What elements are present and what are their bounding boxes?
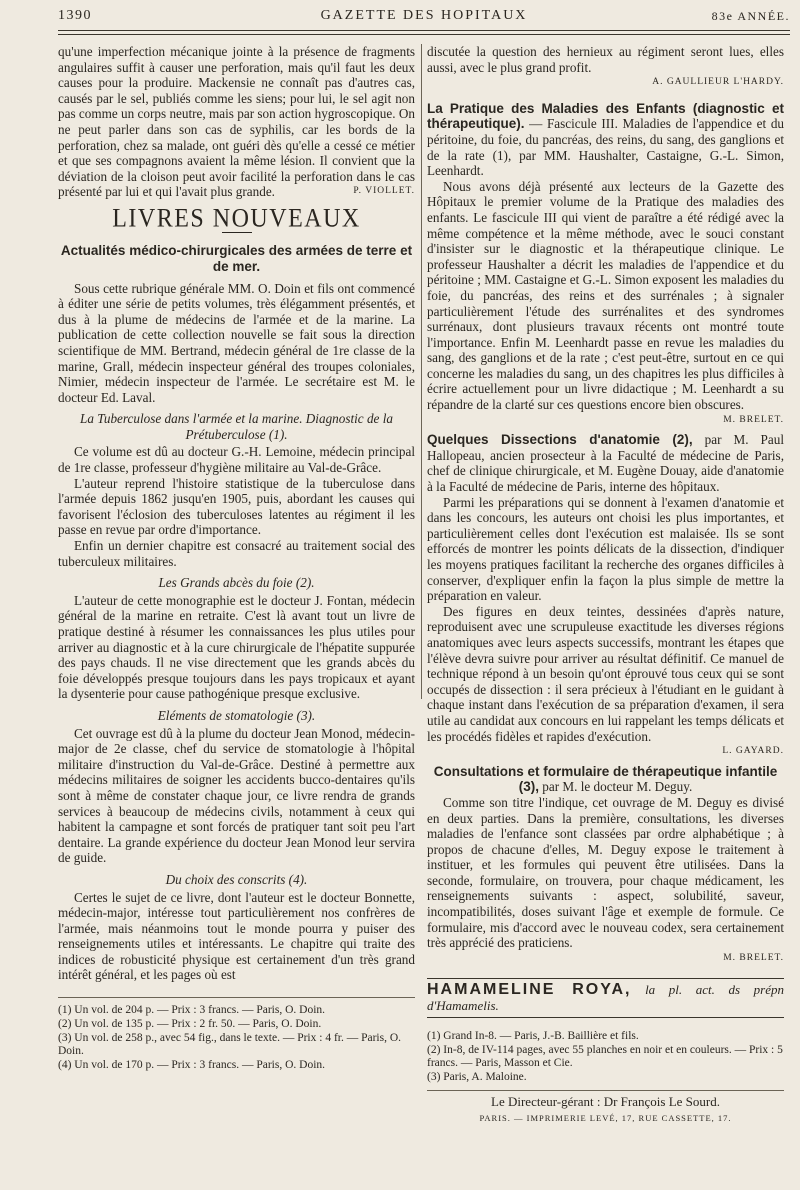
left-intro-paragraph: qu'une imperfection mécanique jointe à la présence de fragments angulaires suffit à causer une perforation, mais qu'il faut les deux causes pour la produire. Mackensie ne connaît pas d'autres cas, causés par le sel, publiés comme les siens; pour lui, le sel agit non pas comme un corps neutre, mais par son action hygroscopique. On ne peut parler dans son cas de syphilis, car les bords de la perforation, chez sa malade, ont guéri dès qu'elle a cessé ce métier et que ses compagnons avaient la même lésion. Il convient que la déviation de la cloison peut avoir facilité la perforation dans le cas présenté par lui et qui l'avait plus grande. P. VIOLLET. xyxy=(58,44,415,200)
left-intro-signature: P. VIOLLET. xyxy=(353,186,415,197)
tuberculose-paragraph-2: L'auteur reprend l'histoire statistique de la tuberculose dans l'armée depuis 1862 jusqu'en 1905, puis, abordant les causes qui favorisent l'éclosion des tuberculoses latentes au régiment il les passe en revue par ordre d'importance. xyxy=(58,475,415,538)
consultations-signature: M. BRELET. xyxy=(723,952,784,963)
footnote: (1) Un vol. de 204 p. — Prix : 3 francs. — Paris, O. Doin. xyxy=(58,1004,326,1017)
right-column xyxy=(427,44,784,1127)
section-title: LIVRES NOUVEAUX xyxy=(112,204,361,234)
consultations-paragraph: Comme son titre l'indique, cet ouvrage de M. Deguy es divisé en deux parties. Dans la première, consultations, les diverses maladies de l'enfance sont classées par ordre alphabétique ; à propos de chacune d'elles, M. Deguy expose le traitement à instituer, et les formules qui peuvent être utilisées. Dans la seconde, formulaire, on trouvera, pour chaque médicament, les renseignements suivants : aspect, solubilité, saveur, incompatibilités, doses suivant l'âge et exemple de formule. Ce formulaire, mis d'accord avec le nouveau codex, sera certainement très apprécié des praticiens. xyxy=(427,794,784,951)
conscrits-paragraph: Certes le sujet de ce livre, dont l'auteur est le docteur Bonnette, médecin-major, intéresse tout particulièrement nos confrères de l'armée, mais néanmoins tout le monde pourra y puiser des renseignements utiles et intéressants. Le chapitre qui traite des indices de robusticité physique est certainement d'un très grand intérêt général, et les pages où est xyxy=(58,889,415,983)
footnote: (2) In-8, de IV-114 pages, avec 55 planches en noir et en couleurs. — Prix : 5 francs. — Paris, Masson et Cie. xyxy=(427,1043,783,1069)
column-divider xyxy=(421,44,422,699)
dissections-paragraph-2: Des figures en deux teintes, dessinées d'après nature, reproduisent avec une scrupuleuse exactitude les diverses régions anatomiques avec leurs aspects successifs, montrant les étapes que l'élève devra suivre pour arriver au résultat définitif. Ce manuel de technique répond à un besoin qu'ont éprouvé tous ceux qui se sont occupés de dissection : il sera précieux à l'étudiant en le guidant à chaque instant dans l'exécution de sa préparation d'examen, il sera utile au candidat aux concours en lui rappelant les temps délicats et les procédés fidèles et rapides d'exécution. xyxy=(427,603,784,744)
ad-brand: HAMAMELINE ROYA, xyxy=(427,981,632,999)
footnote: (3) Un vol. de 258 p., avec 54 fig., dans le texte. — Prix : 4 fr. — Paris, O. Doin. xyxy=(58,1032,402,1058)
page-number: 1390 xyxy=(58,8,92,23)
left-column xyxy=(58,44,415,1073)
header-rule-top xyxy=(58,30,790,31)
book-title-consultations: Consultations et formulaire de thérapeutique infantile (3), xyxy=(433,763,778,795)
maladies-enfants-paragraph: Nous avons déjà présenté aux lecteurs de la Gazette des Hôpitaux le premier volume de la Pratique des maladies des enfants. Le fascicule III qui vient de paraître a été rédigé avec la même compétence et la même méthode, avec le souci constant d'insister sur le diagnostic et la thérapeutique clinique. Le professeur Haushalter a décrit les maladies de l'appendice et du péritoine ; MM. Castaigne et G.-L. Simon exposent les maladies du foie, du pancréas, des reins et des surrénales ; à signaler particulièrement l'étude des surrénalites et des syndromes surrénaux, dont plusieurs travaux récents ont montré toute l'importance. Enfin M. Leenhardt passe en revue les maladies du sang, des ganglions et de la rate ; c'est peut-être, surtout en ce qui concerne les maladies du sang, un des chapitres les plus difficiles à écrire actuellement pour un livre didactique ; M. Leenhardt a su répandre de la clarté sur ces questions encore bien obscures. xyxy=(427,178,784,413)
footnote: (4) Un vol. de 170 p. — Prix : 3 francs. — Paris, O. Doin. xyxy=(58,1059,326,1072)
stomatologie-paragraph: Cet ouvrage est dû à la plume du docteur Jean Monod, médecin-major de 2e classe, chef du service de stomatologie à l'hôpital militaire d'instruction du Val-de-Grâce. Destiné à permettre aux médecins militaires de soigner les accidents bucco-dentaires qu'ils sont à même de constater chaque jour, ce livre rendra de grands services à beaucoup de médecins civils, notamment à ceux qui habitent la campagne et sont forcés de pratiquer tant soit peu l'art dentaire. La grande expérience du docteur Jean Monod leur servira de guide. xyxy=(58,725,415,866)
book-title-tuberculose: La Tuberculose dans l'armée et la marine. Diagnostic de la Prétuberculose (1). xyxy=(80,411,393,442)
hamameline-advertisement xyxy=(427,978,784,1017)
footnote: (2) Un vol. de 135 p. — Prix : 2 fr. 50. — Paris, O. Doin. xyxy=(58,1018,322,1031)
book-title-dissections: Quelques Dissections d'anatomie (2), xyxy=(427,432,693,448)
printer-line: PARIS. — IMPRIMERIE LEVÉ, 17, RUE CASSETTE, 17. xyxy=(479,1113,732,1124)
journal-title: GAZETTE DES HOPITAUX xyxy=(320,8,528,23)
book-subtitle-consultations: par M. le docteur M. Deguy. xyxy=(542,779,693,795)
dissections-signature: L. GAYARD. xyxy=(722,746,784,757)
subsection-title: Actualités médico-chirurgicales des armées de terre et de mer. xyxy=(60,242,413,274)
book-entry-maladies-enfants xyxy=(427,101,784,179)
book-subtitle-dissections: par M. Paul Hallopeau, ancien prosecteur à la Faculté de médecine de Paris, chef de clinique chirurgicale, et M. Eugène Douay, aide d'anatomie à la Faculté de médecine de Paris, interne des hôpitaux. xyxy=(427,432,784,495)
book-title-conscrits: Du choix des conscrits (4). xyxy=(165,871,308,887)
year-label: 83e ANNÉE. xyxy=(711,9,790,23)
director-line: Le Directeur-gérant : Dr François Le Sourd. xyxy=(427,1090,784,1110)
footnote: (1) Grand In-8. — Paris, J.-B. Baillière et fils. xyxy=(427,1029,639,1042)
dissections-paragraph-1: Parmi les préparations qui se donnent à l'examen d'anatomie et dans les concours, les auteurs ont choisi les plus importantes, et particulièrement celles dont l'exécution est malaisée. Ils se sont efforcés de montrer les points délicats de la dissection, d'indiquer les moyens pratiques facilitant la recherche des organes difficiles à conserver, d'expliquer enfin la façon la plus simple de mettre la préparation en valeur. xyxy=(427,494,784,604)
book-subtitle-maladies-enfants: — Fascicule III. Maladies de l'appendice et du péritoine, du foie, du pancréas, des reins, du sang, des ganglions et de la rate (1), par MM. Haushalter, Castaigne, G.-L. Simon, Leenhardt. xyxy=(427,116,785,179)
page-header xyxy=(58,6,790,28)
right-intro-paragraph: discutée la question des hernieux au régiment seront lues, elles aussi, avec le plus grand profit. xyxy=(427,44,784,75)
footnote: (3) Paris, A. Maloine. xyxy=(427,1070,527,1083)
right-footnotes xyxy=(427,1024,784,1084)
maladies-enfants-signature: M. BRELET. xyxy=(723,414,784,425)
left-footnotes xyxy=(58,997,415,1072)
abces-paragraph: L'auteur de cette monographie est le docteur J. Fontan, médecin général de la marine en retraite. C'est là avant tout un livre de pratique destiné à résumer les connaissances les plus utiles pour arriver au diagnostic et à la cure chirurgicale de l'hépatite suppurée des pays chauds. Il ne vise directement que les grands abcès du foie développés presque toujours dans les pays tropicaux et ayant la dysenterie pour cause pathogénique presque exclusive. xyxy=(58,592,415,702)
book-title-stomatologie: Eléments de stomatologie (3). xyxy=(157,707,316,723)
right-intro-signature: A. GAULLIEUR L'HARDY. xyxy=(652,77,784,88)
ad-tagline: la pl. act. ds prépn d'Hamamelis. xyxy=(427,982,784,1014)
book-title-abces: Les Grands abcès du foie (2). xyxy=(158,575,315,591)
book-title-maladies-enfants: La Pratique des Maladies des Enfants (diagnostic et thérapeutique). xyxy=(427,100,784,132)
collection-paragraph: Sous cette rubrique générale MM. O. Doin et fils ont commencé à éditer une série de petits volumes, très élégamment présentés, et dus à la plume de médecins de l'armée et de la marine. La publication de cette collection nouvelle se fait sous la direction scientifique de MM. Bertrand, médecin général de 1re classe de la marine, Grall, médecin inspecteur général des troupes coloniales, Nimier, médecin inspecteur de l'armée. Le secrétaire est M. le docteur Ed. Laval. xyxy=(58,280,415,405)
tuberculose-paragraph-1: Ce volume est dû au docteur G.-H. Lemoine, médecin principal de 1re classe, professeur d'hygiène militaire au Val-de-Grâce. xyxy=(58,444,415,476)
header-rule-bottom xyxy=(58,34,790,35)
book-entry-consultations xyxy=(427,764,784,795)
tuberculose-paragraph-3: Enfin un dernier chapitre est consacré au traitement social des tuberculeux militaires. xyxy=(58,538,415,569)
book-entry-dissections xyxy=(427,432,784,494)
